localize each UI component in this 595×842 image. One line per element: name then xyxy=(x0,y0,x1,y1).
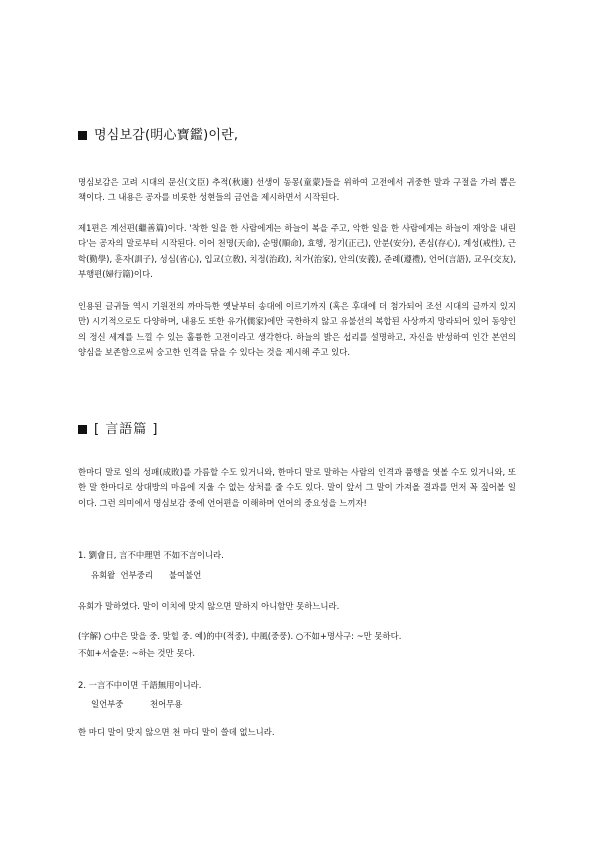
item-2-translation: 한 마디 말이 맞지 않으면 천 마디 말이 쓸데 없느니라. xyxy=(78,727,275,737)
section-heading-intro xyxy=(78,124,238,143)
item-1-title: 1. 劉會日, 言不中理면 不如不言이니라. xyxy=(78,550,224,560)
item-2-reading: 일언부중 천어무용 xyxy=(91,699,183,709)
intro-paragraph-1: 명심보감은 고려 시대의 문신(文臣) 추적(秋適) 선생이 동몽(童蒙)들을 위하여 고전에서 귀중한 말과 구절을 가려 뽑은 책이다. 그 내용은 공자를 비롯한 성현들의 금언을 제시하면서 시작된다. xyxy=(78,177,516,203)
square-bullet-icon xyxy=(78,131,87,140)
section-intro-paragraph: 한마디 말로 일의 성패(成敗)를 가름할 수도 있거니와, 한마디 말로 말하는 사람의 인격과 품행을 엿볼 수도 있거니와, 또한 말 한마디로 상대방의 마음에 지울 수 없는 상처를 줄 수도 있다. 말이 앞서 그 말이 가져올 결과를 먼저 꼭 짚어볼 일이다. 그런 의미에서 명심보감 중에 언어편을 이해하며 언어의 중요성을 느끼자! xyxy=(78,467,516,508)
heading-text: 명심보감(明心寶鑑)이란, xyxy=(94,128,239,143)
heading-text: [ 言語篇 ] xyxy=(94,422,159,437)
item-1-note-cont: 不如+서술문: ~하는 것만 못다. xyxy=(78,648,196,658)
intro-paragraph-3: 인용된 글귀들 역시 기원전의 까마득한 옛날부터 송대에 이르기까지 (혹은 후대에 더 첨가되어 조선 시대의 글까지 있지만) 시기적으로도 다양하며, 내용도 또한 유가(儒家)에만 국한하지 않고 유불선의 복합된 사상까지 망라되어 있어 동양인의 정신 세계를 느낄 수 있는 훌륭한 고전이라고 생각한다. 하늘의 밝은 섭리를 설명하고, 자신을 반성하여 인간 본연의 양심을 보존함으로써 숭고한 인격을 닦을 수 있다는 것을 제시해 주고 있다. xyxy=(78,301,516,358)
item-1-translation: 유회가 말하였다. 말이 이치에 맞지 않으면 말하지 아니함만 못하느니라. xyxy=(78,601,340,611)
item-1-reading: 유회왈 언부중리 불여불언 xyxy=(91,570,202,580)
item-1-note: (字解) ○中은 맞을 중. 맞힐 중. 예)的中(적중), 中風(중풍). ○不如+명사구: ~만 못하다. xyxy=(78,631,402,641)
item-2-title: 2. 一言不中이면 千語無用이니라. xyxy=(78,680,202,690)
square-bullet-icon xyxy=(78,425,87,434)
section-heading-language xyxy=(78,418,158,437)
intro-paragraph-2: 제1편은 계선편(繼善篇)이다. '착한 일을 한 사람에게는 하늘이 복을 주고, 악한 일을 한 사람에게는 하늘이 재앙을 내린다'는 공자의 말로부터 시작된다. 이어 천명(天命), 순명(順命), 효행, 정기(正己), 안분(安分), 존심(存心), 계성(戒性), 근학(勤學), 훈자(訓子), 성심(省心), 입교(立敎), 치정(治政), 치가(治家), 안의(安義), 준례(遵禮), 언어(言語), 교우(交友), 부행편(婦行篇)이다. xyxy=(78,223,516,280)
